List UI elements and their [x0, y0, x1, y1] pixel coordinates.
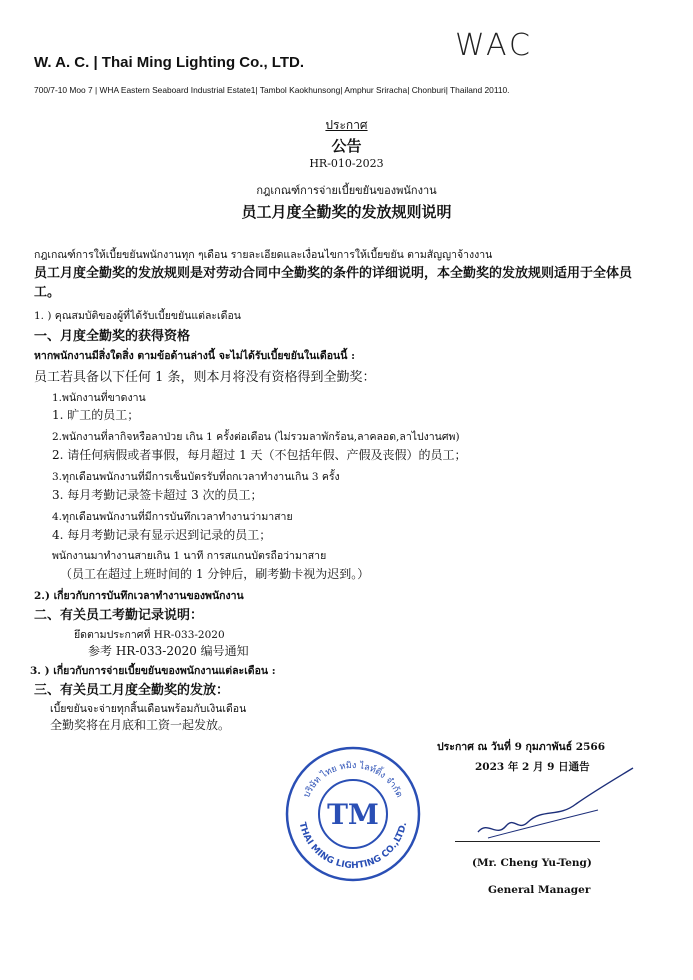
- stamp-ring-top: บริษัท ไทย หมิง ไลท์ติ้ง จำกัด: [302, 760, 404, 800]
- section3-heading-th: 3. ) เกี่ยวกับการจ่ายเบี้ยขยันของพนักงานแต่ละเดือน :: [30, 665, 276, 677]
- wac-logo: WAC: [455, 28, 533, 63]
- section3-text-cn: 全勤奖将在月底和工资一起发放。: [50, 718, 231, 732]
- section2-ref-th: ยึดตามประกาศที่ HR-033-2020: [74, 629, 225, 641]
- signer-name: (Mr. Cheng Yu-Teng): [472, 857, 592, 869]
- section2-heading-cn: 二、有关员工考勤记录说明：: [34, 608, 204, 623]
- item3-cn: 3. 每月考勤记录签卡超过 3 次的员工；: [52, 488, 263, 502]
- company-name: W. A. C. | Thai Ming Lighting Co., LTD.: [34, 54, 304, 71]
- subject-th: กฎเกณฑ์การจ่ายเบี้ยขยันของพนักงาน: [256, 184, 437, 197]
- stamp-center: TM: [327, 798, 379, 831]
- signer-position: General Manager: [488, 884, 591, 896]
- item2-th: 2.พนักงานที่ลากิจหรือลาป่วย เกิน 1 ครั้งต่อเดือน (ไม่รวมลาพักร้อน,ลาคลอด,ลาไปงานศพ): [52, 431, 460, 443]
- intro-cn: 员工月度全勤奖的发放规则是对劳动合同中全勤奖的条件的详细说明，本全勤奖的发放规则适用于全体员工。: [34, 266, 633, 300]
- section1-heading-cn: 一、月度全勤奖的获得资格: [34, 329, 191, 344]
- section1-lead-cn: 员工若具备以下任何 1 条，则本月将没有资格得到全勤奖：: [34, 370, 376, 385]
- section1-heading-th: 1. ) คุณสมบัติของผู้ที่ได้รับเบี้ยขยันแต่ละเดือน: [34, 310, 241, 322]
- announce-date-cn: 2023 年 2 月 9 日通告: [475, 761, 590, 773]
- item4-th: 4.ทุกเดือนพนักงานที่มีการบันทึกเวลาทำงานว่ามาสาย: [52, 511, 293, 523]
- item1-th: 1.พนักงานที่ขาดงาน: [52, 392, 146, 404]
- announce-date-th: ประกาศ ณ วันที่ 9 กุมภาพันธ์ 2566: [437, 741, 606, 753]
- item3-th: 3.ทุกเดือนพนักงานที่มีการเซ็นบัตรรับที่ถกเวลาทำงานเกิน 3 ครั้ง: [52, 471, 340, 483]
- document-number: HR-010-2023: [309, 157, 384, 170]
- company-stamp: [283, 744, 423, 884]
- section2-ref-cn: 参考 HR-033-2020 编号通知: [88, 644, 249, 658]
- note-cn: （员工在超过上班时间的 1 分钟后，刷考勤卡视为迟到。）: [60, 567, 370, 581]
- section2-heading-th: 2.) เกี่ยวกับการบันทึกเวลาทำงานของพนักงาน: [34, 590, 244, 602]
- item2-cn: 2. 请任何病假或者事假，每月超过 1 天（不包括年假、产假及丧假）的员工；: [52, 448, 467, 462]
- section3-text-th: เบี้ยขยันจะจ่ายทุกสิ้นเดือนพร้อมกับเงินเดือน: [50, 703, 247, 715]
- stamp-ring-bottom: THAI MING LIGHTING CO.,LTD.: [296, 821, 410, 872]
- announcement-title-th: ประกาศ: [325, 118, 368, 132]
- announcement-title-cn: 公告: [331, 137, 362, 155]
- item1-cn: 1. 旷工的员工；: [52, 408, 140, 422]
- section1-lead-th: หากพนักงานมีสิ่งใดสิ่ง ตามข้อด้านล่างนี้ จะไม่ได้รับเบี้ยขยันในเดือนนี้ :: [34, 350, 355, 362]
- item4-cn: 4. 每月考勤记录有显示迟到记录的员工；: [52, 528, 272, 542]
- note-th: พนักงานมาทำงานสายเกิน 1 นาที การสแกนบัตรถือว่ามาสาย: [52, 550, 327, 562]
- company-address: 700/7-10 Moo 7 | WHA Eastern Seaboard Industrial Estate1| Tambol Kaokhunsong| Amphur Sriracha| Chonburi| Thailand 20110.: [34, 85, 510, 95]
- intro-th: กฎเกณฑ์การให้เบี้ยขยันพนักงานทุก ๆเดือน รายละเอียดและเงื่อนไขการให้เบี้ยขยัน ตามสัญญาจ้างงาน: [34, 249, 493, 261]
- handwritten-signature: [448, 760, 648, 850]
- subject-cn: 员工月度全勤奖的发放规则说明: [241, 203, 452, 221]
- section3-heading-cn: 三、有关员工月度全勤奖的发放：: [34, 683, 230, 698]
- signature-line: [455, 841, 600, 842]
